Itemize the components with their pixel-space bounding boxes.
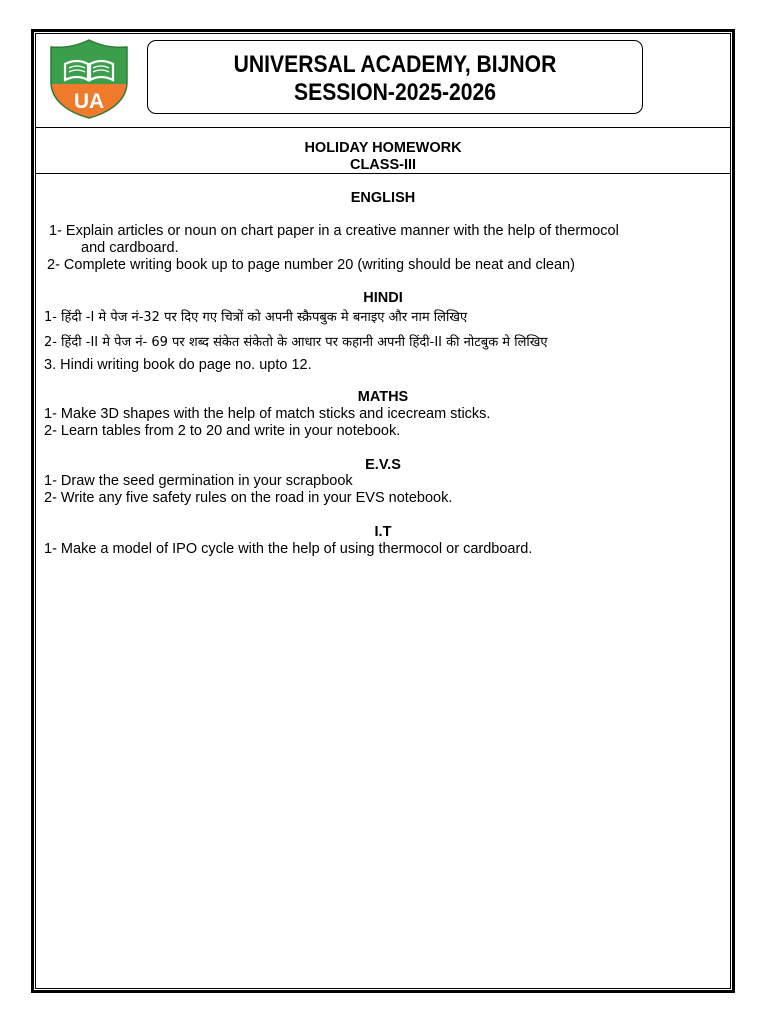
school-logo: [47, 38, 131, 120]
english-item-2: 2- Complete writing book up to page number 20 (writing should be neat and clean): [47, 257, 575, 273]
maths-heading: MATHS: [357, 389, 409, 405]
english-item-1-continued: and cardboard.: [81, 240, 179, 256]
session-label: SESSION-2025-2026: [294, 79, 496, 106]
english-item-1: 1- Explain articles or noun on chart paper in a creative manner with the help of thermocol: [49, 223, 619, 239]
title-box: [147, 40, 643, 114]
it-heading: I.T: [374, 524, 392, 540]
maths-item-1: 1- Make 3D shapes with the help of match sticks and icecream sticks.: [44, 406, 491, 422]
hindi-item-1: 1- हिंदी -I मे पेज नं-32 पर दिए गए चित्रों को अपनी स्क्रैपबुक मे बनाइए और नाम लिखिए: [44, 310, 468, 325]
evs-heading: E.V.S: [365, 457, 401, 473]
hindi-heading: HINDI: [363, 290, 403, 306]
logo-initials: UA: [73, 90, 105, 113]
maths-item-2: 2- Learn tables from 2 to 20 and write in your notebook.: [44, 423, 401, 439]
evs-item-1: 1- Draw the seed germination in your scrapbook: [44, 473, 353, 489]
page-border-inner: [35, 33, 731, 989]
hindi-item-3: 3. Hindi writing book do page no. upto 12.: [44, 357, 312, 373]
doc-title: HOLIDAY HOMEWORK: [304, 140, 462, 156]
shield-logo-icon: [47, 38, 131, 120]
class-label: CLASS-III: [349, 157, 417, 173]
english-heading: ENGLISH: [350, 190, 416, 206]
it-item-1: 1- Make a model of IPO cycle with the help of using thermocol or cardboard.: [44, 541, 533, 557]
hindi-item-2: 2- हिंदी -II मे पेज नं- 69 पर शब्द संकेत संकेतो के आधार पर कहानी अपनी हिंदी-II की नोटबुक मे लिखिए: [44, 335, 548, 350]
school-name: UNIVERSAL ACADEMY, BIJNOR: [233, 51, 557, 78]
header-divider: [35, 127, 731, 128]
title-divider: [35, 173, 731, 174]
evs-item-2: 2- Write any five safety rules on the road in your EVS notebook.: [44, 490, 453, 506]
